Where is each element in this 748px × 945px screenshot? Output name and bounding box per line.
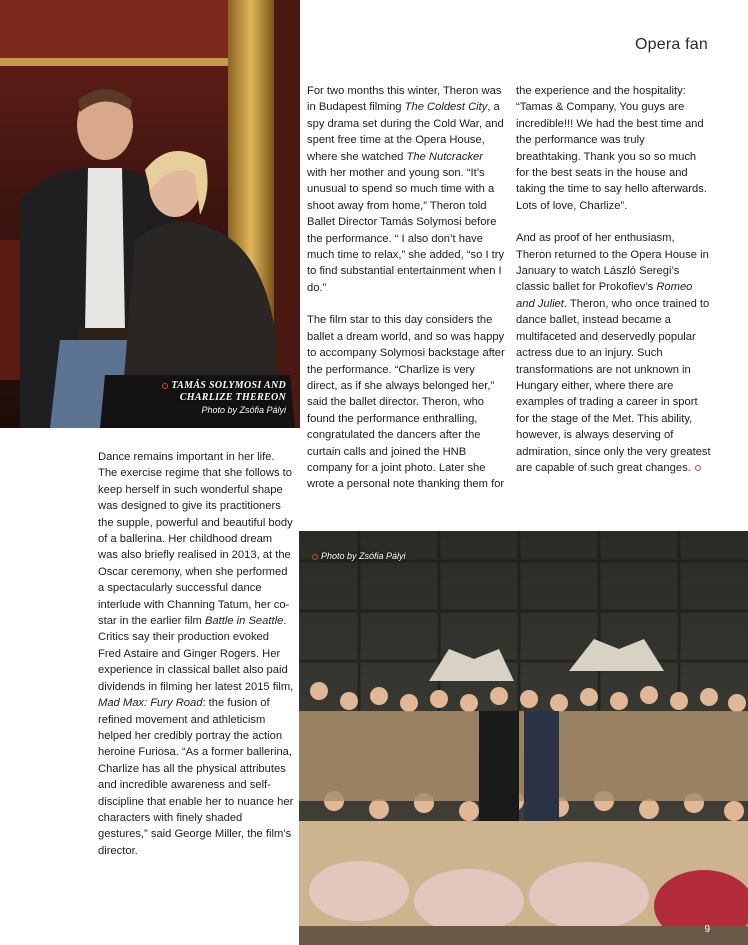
bullet-icon xyxy=(162,383,168,389)
article-column-left xyxy=(98,449,294,875)
article-paragraph: Dance remains important in her life. The exercise regime that she follows to keep herself in such wonderful shape was designed to give its practitioners the supple, powerful and beautiful body of a ballerina. Her childhood dream was also briefly realised in 2013, at the Oscar ceremony, when she performed a spectacularly successful dance interlude with Channing Tatum, her co-star in the earlier film Battle in Seattle. Critics say their production evoked Fred Astaire and Ginger Rogers. Her experience in classical ballet also paid dividends in filming her latest 2015 film, Mad Max: Fury Road: the fusion of refined movement and athleticism helped her credibly portray the action heroine Furiosa. “As a former ballerina, Charlize has all the physical attributes and incredible awareness and self-discipline that enable her to nuance her characters with finely shaded gestures,” said George Miller, the film’s director. xyxy=(98,451,294,857)
page-number: 9 xyxy=(704,924,710,935)
article-paragraph: The film star to this day considers the ballet a dream world, and so was happy to accompany Solymosi backstage after the performance. “Charlize is very direct, as if she always belonged her,” said the ballet director. Theron, who found the performance enthralling, congratulated the dancers after the curtain calls and joined the HNB company for a joint photo. Later she wrote a personal note thanking them for xyxy=(307,314,505,491)
photo-bottom-credit xyxy=(312,551,406,561)
caption-names xyxy=(152,380,286,404)
photo-bottom-credit-text: Photo by Zsófia Pályi xyxy=(321,551,406,561)
article-column-right xyxy=(516,83,712,492)
article-column-middle xyxy=(307,83,505,509)
section-title: Opera fan xyxy=(635,36,708,53)
photo-ballet-company xyxy=(299,531,748,945)
photo-solymosi-theron xyxy=(0,0,300,428)
photo-top-credit: Photo by Zsófia Pályi xyxy=(201,405,286,415)
caption-line-1: TAMÁS SOLYMOSI AND xyxy=(171,380,286,391)
article-paragraph: And as proof of her enthusiasm, Theron returned to the Opera House in January to watch László Seregi’s classic ballet for Prokofiev’s Romeo and Juliet. Theron, who once trained to dance ballet, instead became a multifaceted and deservedly popular actress due to an injury. Such transformations are not unknown in Hungary either, where there are examples of trading a career in sport for the stage of the Met. This ability, however, is always deserving of admiration, since only the very greatest are capable of such great changes. xyxy=(516,232,711,474)
bullet-icon xyxy=(312,554,318,560)
article-paragraph: For two months this winter, Theron was in Budapest filming The Coldest City, a spy drama set during the Cold War, and spent free time at the Opera House, where she watched The Nutcracker with her mother and young son. “It’s unusual to spend so much time with a shoot away from home,” Theron told Ballet Director Tamás Solymosi before the performance. “ I also don’t have much time to relax,” she added, “so I try to find substantial entertainment when I do.” xyxy=(307,85,505,294)
article-paragraph: the experience and the hospitality: “Tamas & Company, You guys are incredible!!! We had the best time and the performance was truly breathtaking. Thank you so so much for the best seats in the house and taking the time to say hello afterwards. Lots of love, Charlize”. xyxy=(516,85,707,212)
end-of-article-icon xyxy=(695,465,701,471)
caption-line-2: CHARLIZE THEREON xyxy=(179,392,286,403)
photo-top-caption xyxy=(152,380,286,416)
